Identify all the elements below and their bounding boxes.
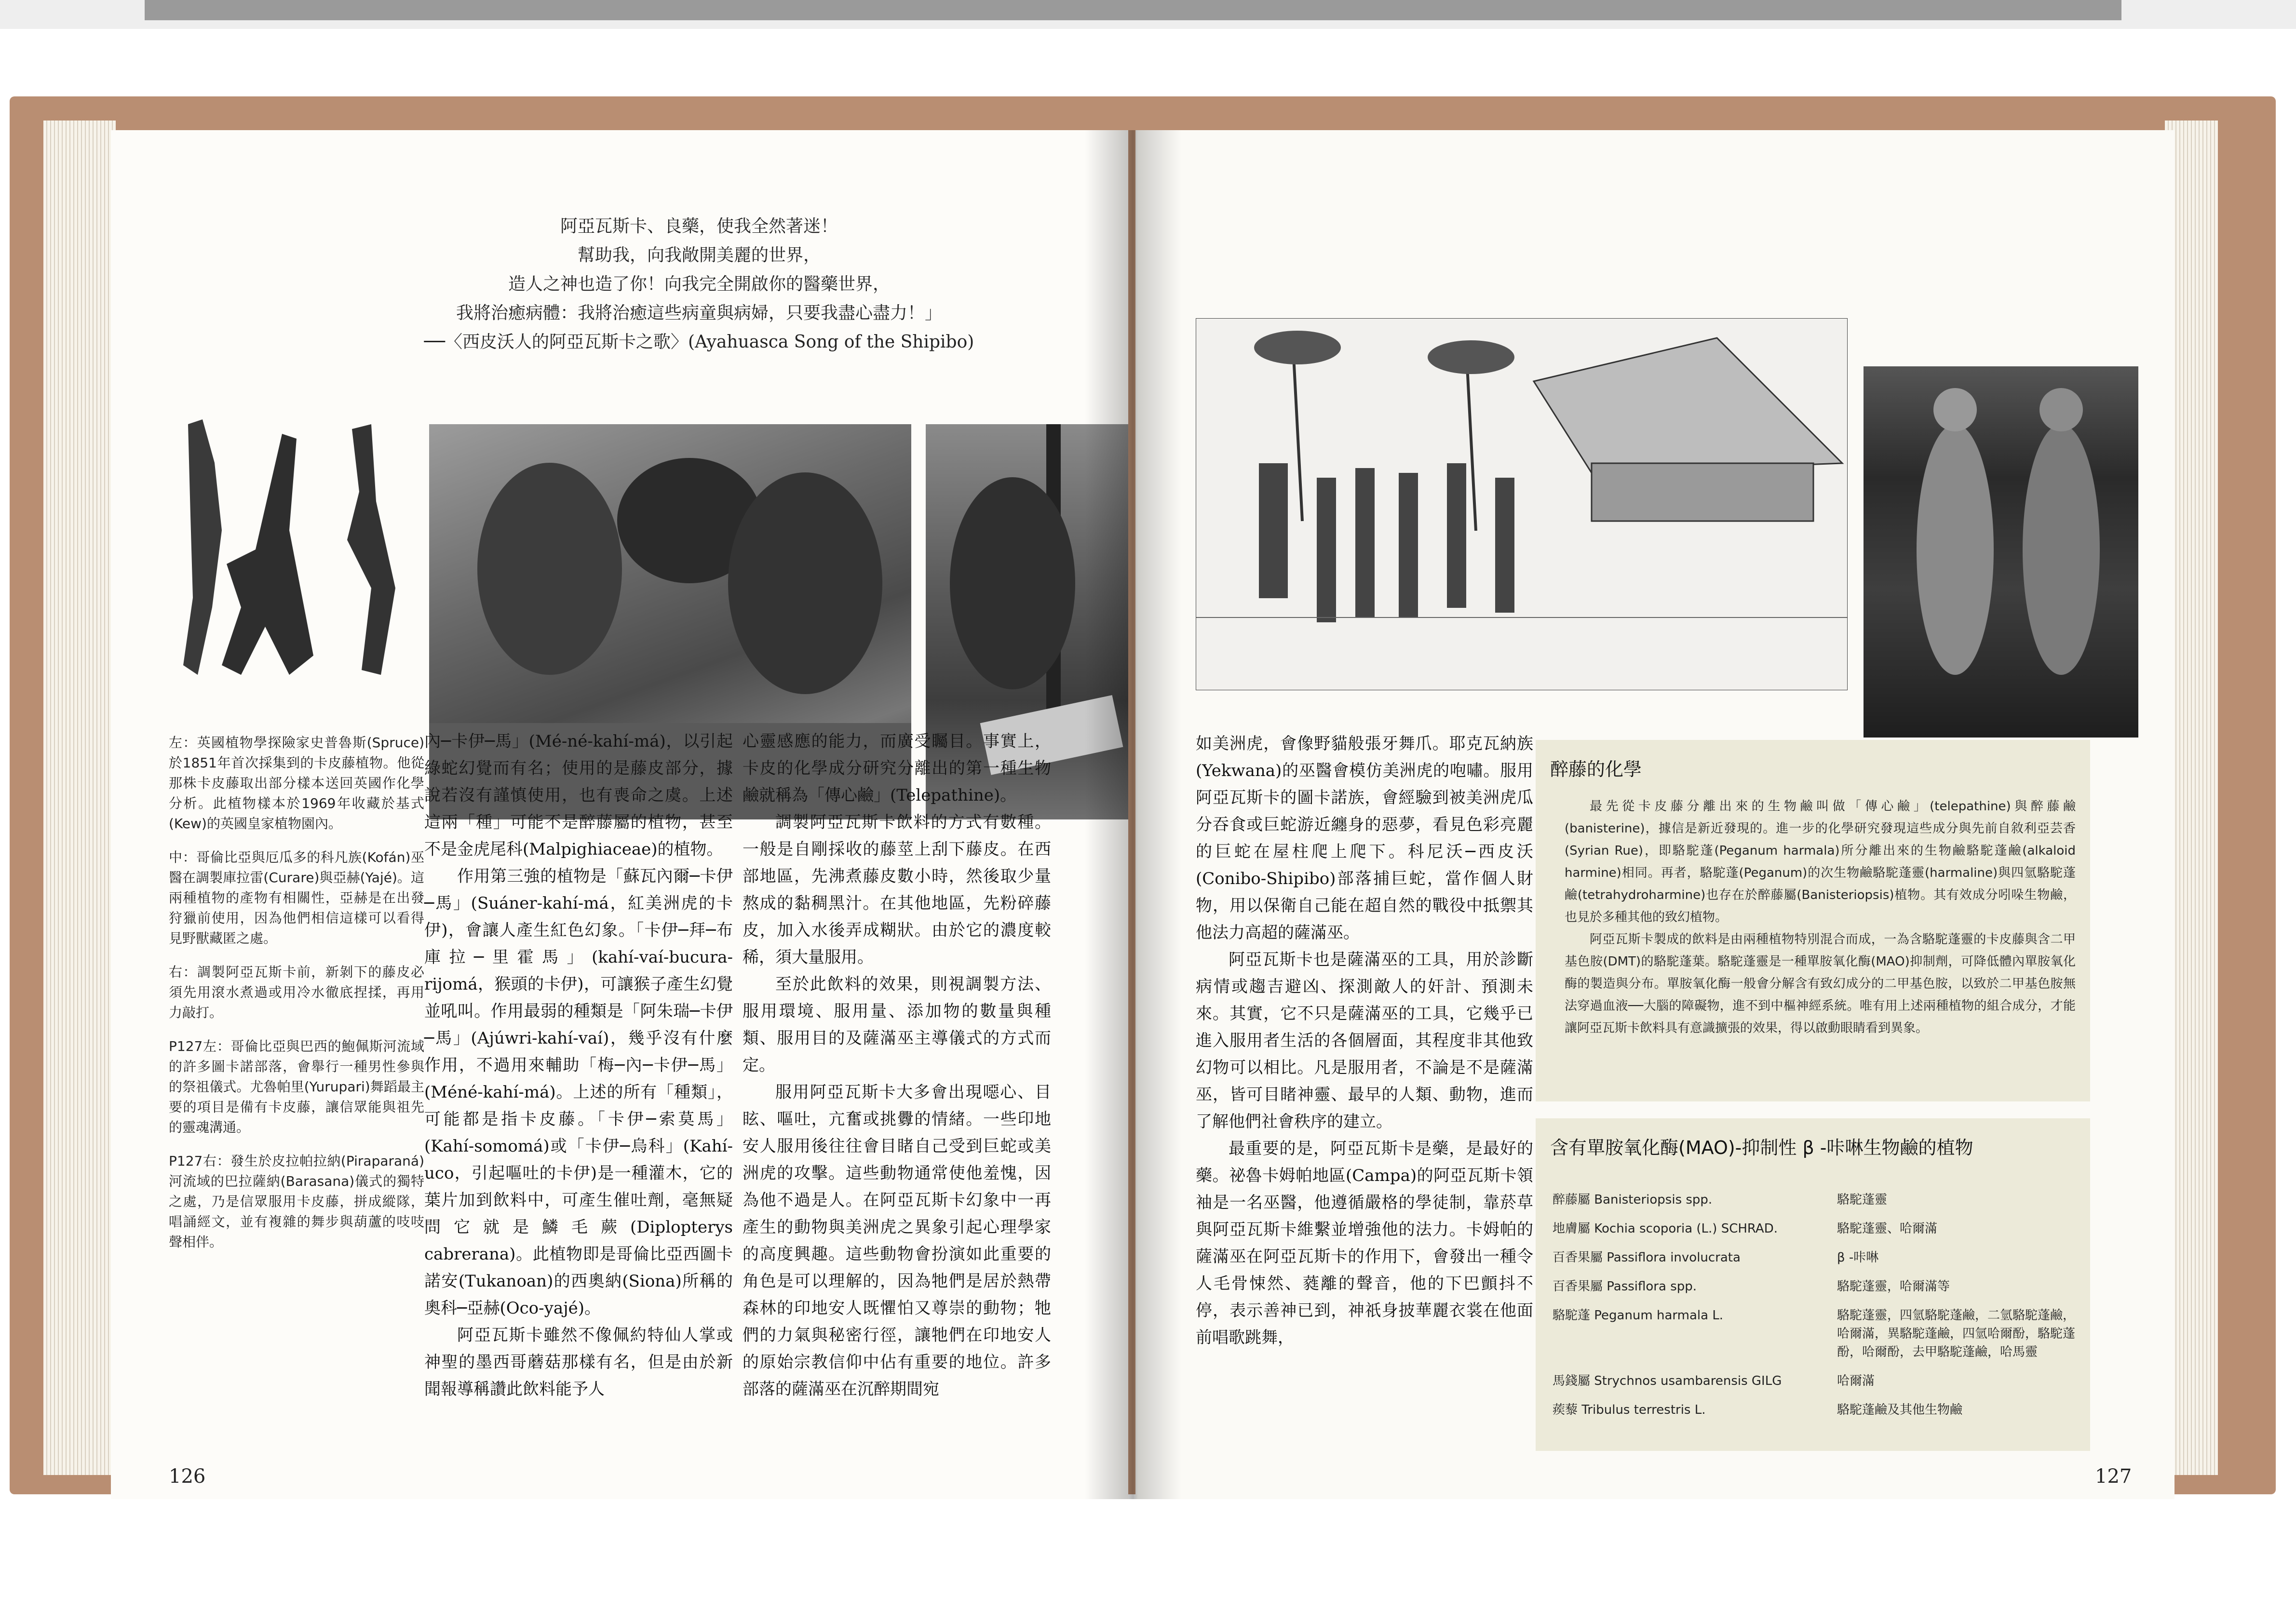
- table-row: [1553, 1306, 2078, 1372]
- page-edges-left: [43, 121, 116, 1475]
- page-number: 126: [169, 1465, 206, 1488]
- plant-alkaloids: 駱駝蓬靈，四氫駱駝蓬鹼，二氫駱駝蓬鹼，哈爾滿，異駱駝蓬鹼，四氫哈爾酚，駱駝蓬酚，哈爾酚，去甲駱駝蓬鹼，哈馬靈: [1837, 1308, 2076, 1359]
- body-column-2: [743, 728, 1051, 1403]
- poem-attribution: ──〈西皮沃人的阿亞瓦斯卡之歌〉(Ayahuasca Song of the Shipibo): [424, 332, 974, 352]
- scanner-lid-strip: [145, 0, 2121, 20]
- table-row: [1553, 1191, 2078, 1220]
- poem-line: 阿亞瓦斯卡、良藥，使我全然著迷！: [560, 216, 838, 236]
- sidebar-title: 含有單胺氧化酶(MAO)-抑制性 β -咔啉生物鹼的植物: [1550, 1137, 1973, 1158]
- paragraph: 最先從卡皮藤分離出來的生物鹼叫做「傳心鹼」(telepathine)與醉藤鹼(banisterine)，據信是新近發現的。進一步的化學研究發現這些成分與先前自敘利亞芸香(Syrian Rue)，即駱駝蓬(Peganum harmala)所分離出來的生物鹼駱駝蓬鹼(alkaloid harmine)相同。再者，駱駝蓬(Peganum)的次生物鹼駱駝蓬靈(harmaline)與四氫駱駝蓬鹼(tetrahydroharmine)也存在於醉藤屬(Banisteriopsis)植物。其有效成分吲哚生物鹼，也見於多種其他的致幻植物。: [1565, 799, 2076, 925]
- plant-name: 百香果屬 Passiflora involucrata: [1553, 1250, 1741, 1265]
- poem-line: 我將治癒病體：我將治癒這些病童與病婦，只要我盡心盡力！」: [456, 303, 942, 323]
- caption-p127-left: P127左：哥倫比亞與巴西的鮑佩斯河流域的許多圖卡諾部落，會舉行一種男性參與的祭祖儀式。尤魯帕里(Yurupari)舞蹈最主要的項目是備有卡皮藤，讓信眾能與祖先的靈魂溝通。: [169, 1038, 424, 1135]
- plant-name: 馬錢屬 Strychnos usambarensis GILG: [1553, 1374, 1782, 1388]
- paragraph: 阿亞瓦斯卡雖然不像佩約特仙人掌或神聖的墨西哥蘑菇那樣有名，但是由於新聞報導稱讚此飲料能予人: [424, 1326, 733, 1399]
- poem-line: 幫助我，向我敞開美麗的世界，: [577, 245, 821, 265]
- plant-alkaloids: 哈爾滿: [1837, 1374, 1875, 1388]
- table-row: [1553, 1372, 2078, 1401]
- photo-captions: [169, 733, 424, 1266]
- plants-table: [1553, 1191, 2078, 1430]
- photo-caapi-vine-specimens: [169, 405, 429, 771]
- plant-alkaloids: 駱駝蓬靈，哈爾滿等: [1837, 1279, 1950, 1294]
- table-row: [1553, 1277, 2078, 1306]
- scanner-bed-bottom: [0, 1514, 2296, 1623]
- body-column-3: [1196, 730, 1533, 1351]
- book-gutter-shadow: [1085, 130, 1181, 1499]
- plant-alkaloids: β -咔啉: [1837, 1250, 1879, 1265]
- caption-middle-photo: 中：哥倫比亞與厄瓜多的科凡族(Kofán)巫醫在調製庫拉雷(Curare)與亞赫(Yajé)。這兩種植物的產物有相關性，亞赫是在出發狩獵前使用，因為他們相信這樣可以看得見野獸藏匿之處。: [169, 849, 424, 946]
- sidebar-vine-chemistry: [1536, 740, 2090, 1101]
- caption-right-photo: 右：調製阿亞瓦斯卡前，新剝下的藤皮必須先用滾水煮過或用冷水徹底捏揉，再用力敲打。: [169, 964, 424, 1020]
- paragraph: 服用阿亞瓦斯卡大多會出現噁心、目眩、嘔吐，亢奮或挑釁的情緒。一些印地安人服用後往往會目睹自己受到巨蛇或美洲虎的攻擊。這些動物通常使他羞愧，因為他不過是人。在阿亞瓦斯卡幻象中一再產生的動物與美洲虎之異象引起心理學家的高度興趣。這些動物會扮演如此重要的角色是可以理解的，因為牠們是居於熱帶森林的印地安人既懼怕又尊崇的動物；牠們的力氣與秘密行徑，讓牠們在印地安人的原始宗教信仰中佔有重要的地位。許多部落的薩滿巫在沉醉期間宛: [743, 1083, 1051, 1399]
- paragraph: 心靈感應的能力，而廣受矚目。事實上，卡皮的化學成分研究分離出的第一種生物鹼就稱為「傳心鹼」(Telepathine)。: [743, 732, 1051, 805]
- photo-barasana-dancers: [1864, 366, 2138, 738]
- table-row: [1553, 1248, 2078, 1277]
- engraving-yurupari-ceremony: [1196, 318, 1848, 690]
- body-column-1: [424, 728, 733, 1403]
- plant-name: 醉藤屬 Banisteriopsis spp.: [1553, 1193, 1713, 1207]
- caption-p127-right: P127右：發生於皮拉帕拉納(Piraparaná)河流域的巴拉薩納(Barasana)儀式的獨特之處，乃是信眾服用卡皮藤，拼成縱隊，唱誦經文，並有複雜的舞步與葫蘆的吱吱聲相伴。: [169, 1153, 424, 1250]
- vine-specimens-illustration: [169, 405, 429, 771]
- paragraph: 阿亞瓦斯卡製成的飲料是由兩種植物特別混合而成，一為含駱駝蓬靈的卡皮藤與含二甲基色胺(DMT)的駱駝蓬葉。駱駝蓬靈是一種單胺氧化酶(MAO)抑制劑，可降低體內單胺氧化酶的製造與分布。單胺氧化酶一般會分解含有致幻成分的二甲基色胺，以致於二甲基色胺無法穿過血液──大腦的障礙物，進不到中樞神經系統。唯有用上述兩種植物的組合成分，才能讓阿亞瓦斯卡飲料具有意識擴張的效果，得以啟動眼睛看到異象。: [1565, 932, 2076, 1035]
- plant-name: 地膚屬 Kochia scoporia (L.) SCHRAD.: [1553, 1221, 1778, 1236]
- left-page: [111, 130, 1128, 1499]
- paragraph: 至於此飲料的效果，則視調製方法、服用環境、服用量、添加物的數量與種類、服用目的及薩滿巫主導儀式的方式而定。: [743, 975, 1051, 1075]
- right-page: [1135, 130, 2174, 1499]
- sidebar-mao-plants-table: [1536, 1118, 2090, 1451]
- plant-alkaloids: 駱駝蓬靈、哈爾滿: [1837, 1221, 1938, 1236]
- paragraph: 內─卡伊─馬」(Mé-né-kahí-má)，以引起綠蛇幻覺而有名；使用的是藤皮部分，據說若沒有謹慎使用，也有喪命之虞。上述這兩「種」可能不是醉藤屬的植物，甚至不是金虎尾科(Malpighiaceae)的植物。: [424, 732, 733, 859]
- paragraph: 調製阿亞瓦斯卡飲料的方式有數種。一般是自剛採收的藤莖上刮下藤皮。在西部地區，先沸煮藤皮數小時，然後取少量熬成的黏稠黑汁。在其他地區，先粉碎藤皮，加入水後弄成糊狀。由於它的濃度較稀，須大量服用。: [743, 813, 1051, 967]
- plant-name: 百香果屬 Passiflora spp.: [1553, 1279, 1697, 1294]
- page-number: 127: [2095, 1465, 2132, 1488]
- plant-alkaloids: 駱駝蓬靈: [1837, 1193, 1888, 1207]
- dancers-shapes: [1864, 366, 2138, 738]
- paragraph: 阿亞瓦斯卡也是薩滿巫的工具，用於診斷病情或趨吉避凶、探測敵人的奸計、預測未來。其實，它不只是薩滿巫的工具，它幾乎已進入服用者生活的各個層面，其程度非其他致幻物可以相比。凡是服用者，不論是不是薩滿巫，皆可目睹神靈、最早的人類、動物，進而了解他們社會秩序的建立。: [1196, 950, 1533, 1131]
- paragraph: 作用第三強的植物是「蘇瓦內爾─卡伊─馬」(Suáner-kahí-má，紅美洲虎的卡伊)，會讓人產生紅色幻象。「卡伊─拜─布庫拉─里霍馬」(kahí-vaí-bucura-rijomá，猴頭的卡伊)，可讓猴子產生幻覺並吼叫。作用最弱的種類是「阿朱瑞─卡伊─馬」(Ajúwri-kahí-vaí)，幾乎沒有什麼作用，不過用來輔助「梅─內─卡伊─馬」(Méné-kahí-má)。上述的所有「種類」，可能都是指卡皮藤。「卡伊─索莫馬」(Kahí-somomá)或「卡伊─烏科」(Kahí-uco，引起嘔吐的卡伊)是一種灌木，它的葉片加到飲料中，可產生催吐劑，毫無疑問它就是鱗毛蕨(Diplopterys cabrerana)。此植物即是哥倫比亞西圖卡諾安(Tukanoan)的西奧納(Siona)所稱的奧科─亞赫(Oco-yajé)。: [424, 867, 733, 1318]
- paragraph: 如美洲虎，會像野貓般張牙舞爪。耶克瓦納族(Yekwana)的巫醫會模仿美洲虎的咆嘯。服用阿亞瓦斯卡的圖卡諾族，會經驗到被美洲虎瓜分吞食或巨蛇游近纏身的惡夢，看見色彩亮麗的巨蛇在屋柱爬上爬下。科尼沃─西皮沃(Conibo-Shipibo)部落捕巨蛇，當作個人財物，用以保衛自己能在超自然的戰役中抵禦其他法力高超的薩滿巫。: [1196, 734, 1533, 942]
- engraving-shapes: [1196, 319, 1847, 690]
- epigraph-poem: [313, 212, 1085, 357]
- poem-line: 造人之神也造了你！向我完全開啟你的醫藥世界，: [508, 274, 890, 294]
- plant-name: 駱駝蓬 Peganum harmala L.: [1553, 1308, 1724, 1323]
- plant-alkaloids: 駱駝蓬鹼及其他生物鹼: [1837, 1403, 1963, 1417]
- plant-name: 蒺藜 Tribulus terrestris L.: [1553, 1403, 1706, 1417]
- sidebar-body: [1565, 795, 2076, 1039]
- sidebar-title: 醉藤的化學: [1550, 759, 1642, 780]
- table-row: [1553, 1401, 2078, 1430]
- table-row: [1553, 1220, 2078, 1248]
- caption-left-photo: 左：英國植物學探險家史普魯斯(Spruce)於1851年首次採集到的卡皮藤植物。他從那株卡皮藤取出部分樣本送回英國作化學分析。此植物樣本於1969年收藏於基式(Kew)的英國皇家植物園內。: [169, 735, 424, 832]
- paragraph: 最重要的是，阿亞瓦斯卡是藥，是最好的藥。祕魯卡姆帕地區(Campa)的阿亞瓦斯卡領袖是一名巫醫，他遵循嚴格的學徒制，靠菸草與阿亞瓦斯卡維繫並增強他的法力。卡姆帕的薩滿巫在阿亞瓦斯卡的作用下，會發出一種令人毛骨悚然、蕤離的聲音，他的下巴顫抖不停，表示善神已到，神祇身披華麗衣裳在他面前唱歌跳舞，: [1196, 1139, 1533, 1347]
